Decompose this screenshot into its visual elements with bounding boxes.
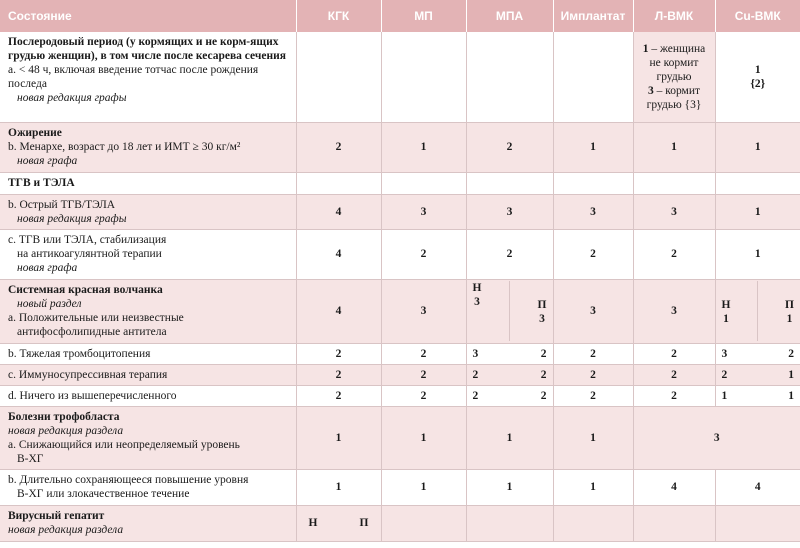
edit-note: новая редакция раздела [8,424,124,437]
value-cell: 2 [381,229,466,279]
table-row [0,32,800,122]
subcondition: d. Ничего из вышеперечисленного [0,385,296,406]
table-row: b. Длительно сохраняющееся повышение уровня В-ХГ или злокачественное течение 1 1 1 1 4 4 [0,469,800,505]
cuvmk-split-cell: Н 1 П 1 [715,279,800,343]
header-lvmk: Л-ВМК [633,0,715,32]
value-cell: 1 [715,194,800,229]
header-row [0,0,800,32]
header-mpa: МПА [466,0,553,32]
edit-note: новая редакция графы [17,212,127,225]
subcondition-cont: на антикоагулянтной терапии [17,247,162,260]
condition-cell [0,229,296,279]
value-cell: 3 [381,279,466,343]
subcondition: b. Острый ТГВ/ТЭЛА [8,198,116,211]
condition-cell [0,469,296,505]
value-cell: 2 [466,122,553,172]
condition-cell [0,279,296,343]
table-row: Болезни трофобласта новая редакция раздела a. Снижающийся или неопределяемый уровень В-ХГ 1 1 1 1 3 [0,406,800,469]
subcondition: c. Иммуносупрессивная терапия [0,364,296,385]
section-title: Вирусный гепатит [8,509,105,522]
table-row: d. Ничего из вышеперечисленного 2 2 2 2 2 2 1 1 [0,385,800,406]
value-cell: 2 [296,122,381,172]
section-title: Системная красная волчанка [8,283,163,296]
subcondition-cont: антифосфолипидные антитела [17,325,167,338]
edit-note: новая редакция графы [17,92,127,104]
subcondition: c. ТГВ или ТЭЛА, стабилизация [8,233,167,246]
section-title: Ожирение [8,126,62,139]
subcondition: b. Длительно сохраняющееся повышение уровня [8,473,249,486]
subcondition: a. Снижающийся или неопределяемый уровень [8,438,240,451]
section-title: Болезни трофобласта [8,410,120,423]
subcondition-cont: В-ХГ [17,452,44,465]
header-kgk: КГК [296,0,381,32]
value-cell: 4 [296,279,381,343]
condition-cell [0,32,296,122]
table-row [0,229,800,279]
table-row [0,122,800,172]
value-cell: 2 [553,229,633,279]
subcondition: a. Положительные или неизвестные [8,311,184,324]
value-cell: 2 [633,229,715,279]
value-cell: 3 [633,279,715,343]
subcondition: a. < 48 ч, включая введение тотчас после рождения последа [8,64,259,90]
condition-cell [0,505,296,541]
lvmk-cell: 1 – женщина не кормит грудью 3 – кормит грудью {3} [633,32,715,122]
edit-note: новая графа [17,261,78,274]
section-title: ТГВ и ТЭЛА [0,172,296,194]
edit-note: новая графа [17,154,78,167]
value-cell: 4 [296,194,381,229]
condition-cell [0,406,296,469]
header-mp: МП [381,0,466,32]
mpa-split-cell: Н 3 П 3 [466,279,553,343]
header-implant: Имплантат [553,0,633,32]
table-row [0,172,800,194]
edit-note: новый раздел [17,297,82,310]
subcondition: b. Менархе, возраст до 18 лет и ИМТ ≥ 30 кг/м² [8,140,241,153]
value-cell: 4 [296,229,381,279]
section-title: Послеродовый период (у кормящих и не корм-ящих грудью женщин), в том числе после кесарева сечения [8,36,286,62]
table-row: b. Тяжелая тромбоцитопения 2 2 3 2 2 2 3 2 [0,343,800,364]
value-cell: 1 [381,122,466,172]
value-cell: 1 [715,122,800,172]
condition-cell [0,194,296,229]
value-cell: 3 [633,194,715,229]
value-cell: 3 [553,194,633,229]
subcondition: b. Тяжелая тромбоцитопения [0,343,296,364]
table-row [0,194,800,229]
value-cell: 1 [715,229,800,279]
value-cell: 3 [466,194,553,229]
value-cell: 3 [381,194,466,229]
table-row [0,279,800,343]
subcondition-cont: В-ХГ или злокачественное течение [17,487,190,500]
edit-note: новая редакция раздела [8,523,124,536]
header-condition: Состояние [0,0,296,32]
table-row: c. Иммуносупрессивная терапия 2 2 2 2 2 2 2 1 [0,364,800,385]
value-cell: 1 [553,122,633,172]
table-row: Вирусный гепатит новая редакция раздела Н П [0,505,800,541]
value-cell: 3 [553,279,633,343]
value-cell: 2 [466,229,553,279]
cuvmk-cell: 1 {2} [715,32,800,122]
value-cell: 1 [633,122,715,172]
condition-cell [0,122,296,172]
header-cuvmk: Cu-ВМК [715,0,800,32]
